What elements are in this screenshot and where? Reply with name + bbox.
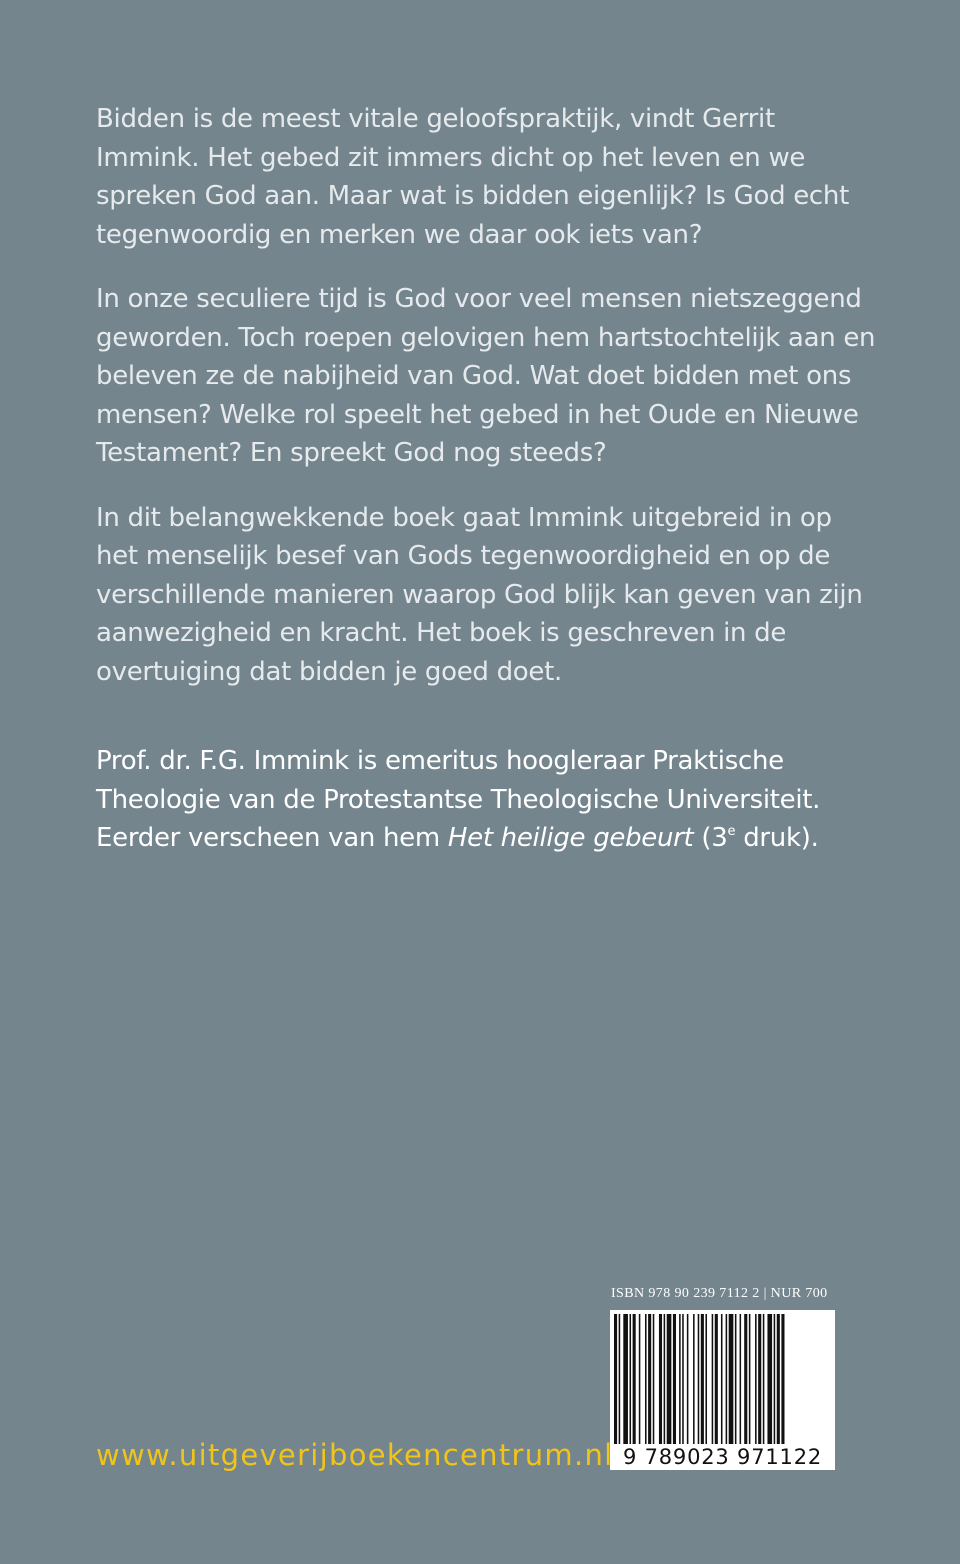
blurb-paragraph-2: In onze seculiere tijd is God voor veel mensen nietszeggend geworden. Toch roepen gelovigen hem hartstochtelijk aan en beleven ze de nabijheid van God. Wat doet bidden met ons mensen? Welke rol speelt het gebed in het Oude en Nieuwe Testament? En spreekt God nog steeds?	[96, 284, 876, 468]
blurb-paragraph-3: In dit belangwekkende boek gaat Immink uitgebreid in op het menselijk besef van Gods tegenwoordigheid en op de verschillende manieren waarop God blijk kan geven van zijn aanwezigheid en kracht. Het boek is geschreven in de overtuiging dat bidden je goed doet.	[96, 502, 863, 687]
author-bio	[96, 742, 876, 858]
blurb-paragraph-1: Bidden is de meest vitale geloofspraktijk, vindt Gerrit Immink. Het gebed zit immers dicht op het leven en we spreken God aan. Maar wat is bidden eigenlijk? Is God echt tegenwoordig en merken we daar ook iets van?	[96, 104, 850, 250]
barcode-digits: 9 789023 971122	[610, 1444, 835, 1470]
isbn-line: ISBN 978 90 239 7112 2 | NUR 700	[611, 1286, 828, 1301]
barcode	[610, 1310, 835, 1470]
edition-close: druk).	[735, 823, 819, 853]
author-bio-text: Prof. dr. F.G. Immink is emeritus hoogleraar Praktische Theologie van de Protestantse Theologische Universiteit. Eerder verscheen van hem	[96, 746, 821, 853]
previous-book-title: Het heilige gebeurt	[447, 823, 694, 853]
blurb	[96, 100, 876, 691]
edition-open: (3	[693, 823, 728, 853]
publisher-website[interactable]: www.uitgeverijboekencentrum.nl	[96, 1438, 614, 1472]
edition-superscript: e	[727, 824, 736, 839]
